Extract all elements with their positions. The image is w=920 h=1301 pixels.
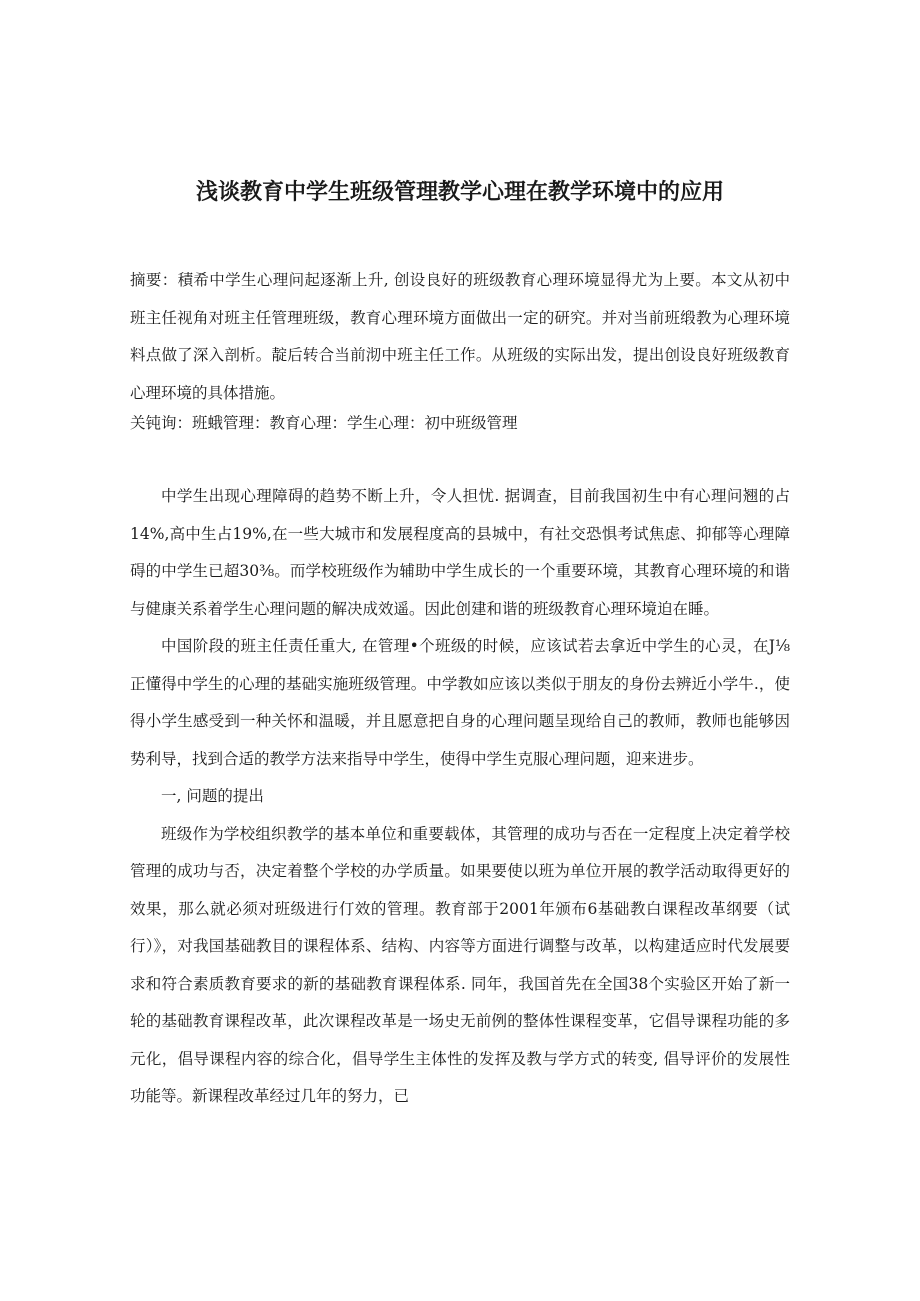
paragraph: 班级作为学校组织教学的基本单位和重要载体，其管理的成功与否在一定程度上决定着学校管理的成功与否，决定着整个学校的办学质量。如果要使以班为单位开展的教学活动取得更好的效果，那么就必须对班级进行仃效的管理。教育部于2001年颁布6基础教白课程改革纲要（试行）》，对我国基础教目的课程体系、结构、内容等方面进行调整与改革，以构建适应时代发展要求和符合素质教育要求的新的基础教育课程体系. 同年，我国首先在全国38个实验区开始了新一轮的基础教育课程改革，此次课程改革是一场史无前例的整体性课程变革，它倡导课程功能的多元化，倡导课程内容的综合化，倡导学生主体性的发挥及教与学方式的转变, 倡导评价的发展性功能等。新课程改革经过几年的努力，已 xyxy=(130,824,790,1105)
abstract: 摘要：積希中学生心理问起逐渐上升, 创设良好的班级教育心理环境显得尤为上要。本文从初中班主任视角对班主任管理班级，教育心理环境方面做出一定的研究。并对当前班缎教为心理环境料点做了深入剖析。靛后转合当前沏中班主任工作。从班级的实际出发，提出创设良好班级教育心理环境的具体措施。 xyxy=(130,271,790,402)
document-title: 浅谈教育中学生班级管理教学心理在教学环境中的应用 xyxy=(195,180,724,205)
body-text xyxy=(130,478,790,1116)
paragraph: 中学生出现心理障碍的趋势不断上升，令人担忧. 据调查，目前我国初生中有心理问翘的占14%,高中生占19%,在一些大城市和发展程度高的县城中，有社交恐惧考试焦虑、抑郁等心理障碍的中学生已超30⅜。而学校班级作为辅助中学生成长的一个重要环境，其教育心理环境的和谐与健康关系着学生心理问题的解决成效遥。因此创建和谐的班级教育心理环境迫在睡。 xyxy=(130,487,790,618)
keywords: 关钝询：班蛾管理：教育心理：学生心理：初中班级管理 xyxy=(130,414,518,432)
paragraph: 中国阶段的班主任责任重大, 在管理•个班级的时候，应该试若去拿近中学生的心灵，在J⅛正懂得中学生的心理的基础实施班级管理。中学教如应该以类似于朋友的身份去辨近小学牛.，使得小学生感受到一种关怀和温暖，并且愿意把自身的心理问题呈现给自己的教师，教师也能够因势利导，找到合适的教学方法来指导中学生，使得中学生克服心理问题，迎来进步。 xyxy=(130,637,790,768)
section-heading: 一, 问题的提出 xyxy=(161,787,264,805)
